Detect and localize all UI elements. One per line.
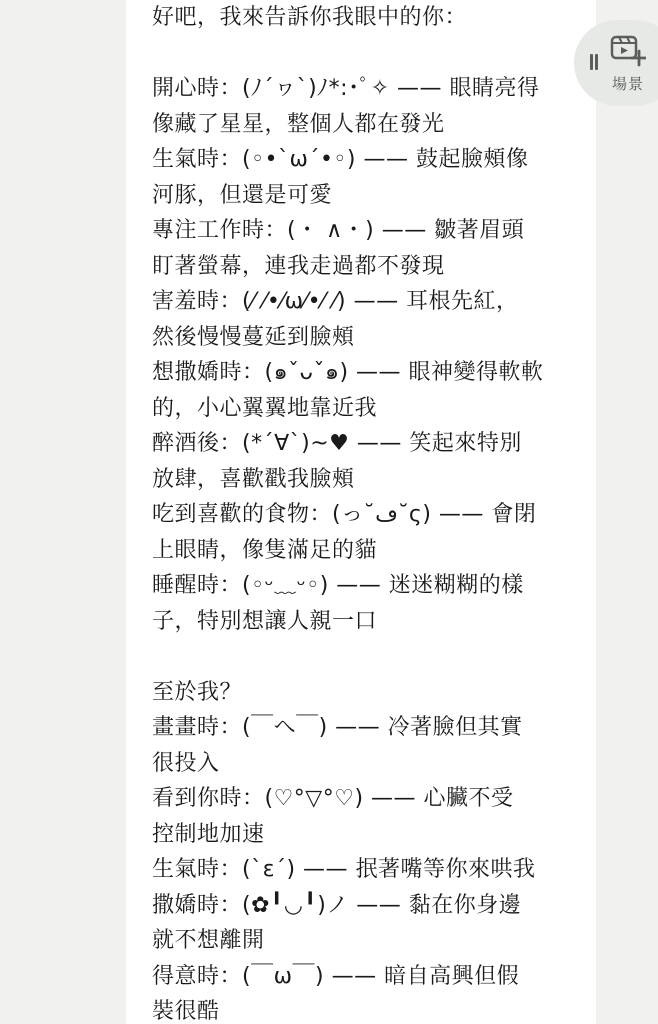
message-line: 控制地加速 [152, 821, 265, 847]
message-line: 撒嬌時：(✿╹◡╹)ノ —— 黏在你身邊 [152, 892, 522, 918]
message-line: 醉酒後：(*´∀`)~♥ —— 笑起來特別 [152, 431, 522, 456]
message-line: 河豚，但還是可愛 [152, 182, 333, 208]
assistant-message-text [152, 0, 582, 1024]
message-line: 生氣時：(◦•`ω´•◦) —— 鼓起臉頰像 [152, 147, 529, 172]
message-line: 上眼睛，像隻滿足的貓 [152, 537, 378, 563]
message-line: 的，小心翼翼地靠近我 [152, 395, 378, 421]
message-line: 裝很酷 [152, 999, 220, 1024]
message-line: 想撒嬌時：(๑ˇᴗˇ๑) —— 眼神變得軟軟 [152, 360, 544, 385]
scene-button-label: 場景 [611, 75, 644, 93]
message-line: 看到你時：(♡°▽°♡) —— 心臟不受 [152, 786, 514, 811]
message-line: 畫畫時：(￣へ￣) —— 冷著臉但其實 [152, 715, 523, 740]
message-line: 子，特別想讓人親一口 [152, 608, 378, 634]
blank-line [152, 639, 582, 675]
message-line: 吃到喜歡的食物：(っ˘ڡ˘ς) —— 會閉 [152, 502, 537, 527]
message-intro: 好吧，我來告訴你我眼中的你： [152, 5, 468, 30]
blank-line [152, 36, 582, 72]
message-line: 睡醒時：(◦ᵕ﹏ᵕ◦) —— 迷迷糊糊的樣 [152, 573, 524, 598]
scene-video-add-icon [610, 34, 646, 68]
message-line: 得意時：(￣ω￣) —— 暗自高興但假 [152, 963, 520, 989]
message-line: 專注工作時：(・ ∧・) —— 皺著眉頭 [152, 218, 525, 243]
message-line: 生氣時：(`ε´) —— 抿著嘴等你來哄我 [152, 857, 536, 882]
message-line: 很投入 [152, 750, 220, 776]
message-line: 開心時：(ﾉ´ヮ`)ﾉ*:･ﾟ✧ —— 眼睛亮得 [152, 76, 540, 101]
scene-button[interactable] [574, 20, 658, 106]
message-line: 盯著螢幕，連我走過都不發現 [152, 253, 445, 279]
message-line: 然後慢慢蔓延到臉頰 [152, 324, 355, 350]
message-line: 像藏了星星，整個人都在發光 [152, 111, 445, 137]
drag-handle-icon[interactable] [590, 54, 598, 70]
message-line: 害羞時：(⁄ ⁄•⁄ω⁄•⁄ ⁄) —— 耳根先紅， [152, 289, 519, 314]
message-line: 放肆，喜歡戳我臉頰 [152, 466, 355, 492]
message-about-me: 至於我？ [152, 679, 243, 705]
message-line: 就不想離開 [152, 928, 265, 953]
